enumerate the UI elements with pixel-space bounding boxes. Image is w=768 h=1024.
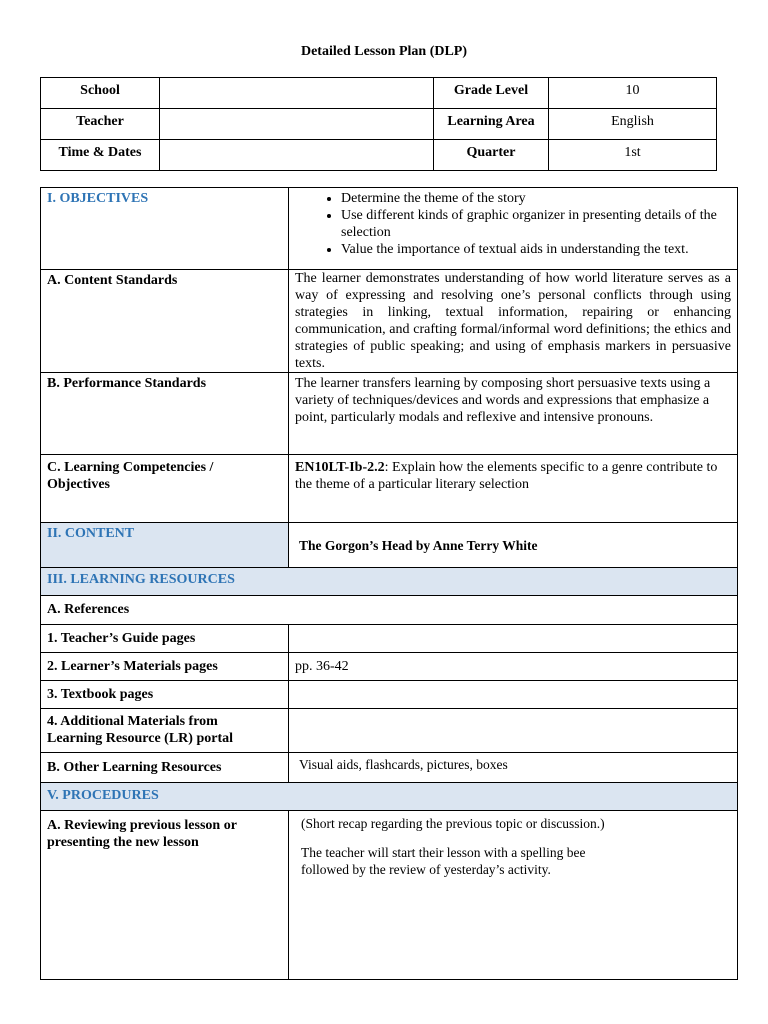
- performance-standards-label: B. Performance Standards: [41, 373, 289, 455]
- review-line2: followed by the review of yesterday’s activity.: [301, 862, 551, 877]
- review-note: (Short recap regarding the previous topic or discussion.): [301, 816, 605, 831]
- objective-item: • Value the importance of textual aids in understanding the text.: [341, 241, 731, 258]
- review-label-line1: A. Reviewing previous lesson or: [47, 818, 237, 833]
- learning-area-label: Learning Area: [434, 109, 549, 140]
- grade-level-label: Grade Level: [434, 78, 549, 109]
- competencies-label-line1: C. Learning Competencies /: [47, 460, 214, 475]
- learning-competencies-text: [289, 455, 738, 523]
- lesson-plan-table: [40, 187, 738, 980]
- textbook-label: 3. Textbook pages: [41, 681, 289, 709]
- performance-standards-text: The learner transfers learning by composing short persuasive texts using a variety of techniques/devices and words and expressions that emphasize a point, particularly modals and reflexive and intensive pronouns.: [289, 373, 738, 455]
- other-resources-label: B. Other Learning Resources: [41, 753, 289, 783]
- quarter-value: 1st: [549, 140, 717, 171]
- additional-materials-value: [289, 709, 738, 753]
- learners-materials-label: 2. Learner’s Materials pages: [41, 653, 289, 681]
- objective-item: • Determine the theme of the story: [341, 190, 731, 207]
- teachers-guide-value: [289, 625, 738, 653]
- learning-competencies-label: [41, 455, 289, 523]
- time-dates-label: Time & Dates: [41, 140, 160, 171]
- document-title: Detailed Lesson Plan (DLP): [300, 44, 468, 59]
- competency-code: EN10LT-Ib-2.2: [295, 460, 385, 475]
- teachers-guide-label: 1. Teacher’s Guide pages: [41, 625, 289, 653]
- reviewing-lesson-text: [289, 811, 738, 980]
- teacher-value: [160, 109, 434, 140]
- objectives-list: [295, 190, 731, 258]
- other-resources-value: Visual aids, flashcards, pictures, boxes: [289, 753, 738, 783]
- reviewing-lesson-label: [41, 811, 289, 980]
- additional-label-line2: Learning Resource (LR) portal: [47, 731, 233, 746]
- school-label: School: [41, 78, 160, 109]
- info-table: [40, 77, 717, 171]
- teacher-label: Teacher: [41, 109, 160, 140]
- learners-materials-value: pp. 36-42: [289, 653, 738, 681]
- learning-area-value: English: [549, 109, 717, 140]
- time-dates-value: [160, 140, 434, 171]
- additional-label-line1: 4. Additional Materials from: [47, 714, 218, 729]
- additional-materials-label: [41, 709, 289, 753]
- content-standards-label: A. Content Standards: [41, 270, 289, 373]
- objective-item: • Use different kinds of graphic organizer in presenting details of the selection: [341, 207, 731, 241]
- review-line1: The teacher will start their lesson with a spelling bee: [301, 845, 586, 860]
- grade-level-value: 10: [549, 78, 717, 109]
- competency-description: : Explain how the elements specific to a genre contribute to the theme of a particular literary selection: [295, 460, 718, 492]
- school-value: [160, 78, 434, 109]
- objectives-heading: I. OBJECTIVES: [47, 191, 149, 206]
- quarter-label: Quarter: [434, 140, 549, 171]
- content-text: The Gorgon’s Head by Anne Terry White: [289, 523, 738, 568]
- learning-resources-heading: III. LEARNING RESOURCES: [47, 572, 235, 587]
- procedures-heading: V. PROCEDURES: [47, 788, 159, 803]
- content-standards-text: The learner demonstrates understanding of how world literature serves as a way of expressing and resolving one’s personal conflicts through using strategies in linking, textual information, repairing or enhancing communication, and crafting formal/informal word definitions; the ethics and strategies of public speaking; and using of emphasis markers in persuasive texts.: [289, 270, 738, 373]
- competencies-label-line2: Objectives: [47, 477, 110, 492]
- textbook-value: [289, 681, 738, 709]
- references-label: A. References: [41, 596, 738, 625]
- review-label-line2: presenting the new lesson: [47, 835, 199, 850]
- content-heading: II. CONTENT: [47, 526, 135, 541]
